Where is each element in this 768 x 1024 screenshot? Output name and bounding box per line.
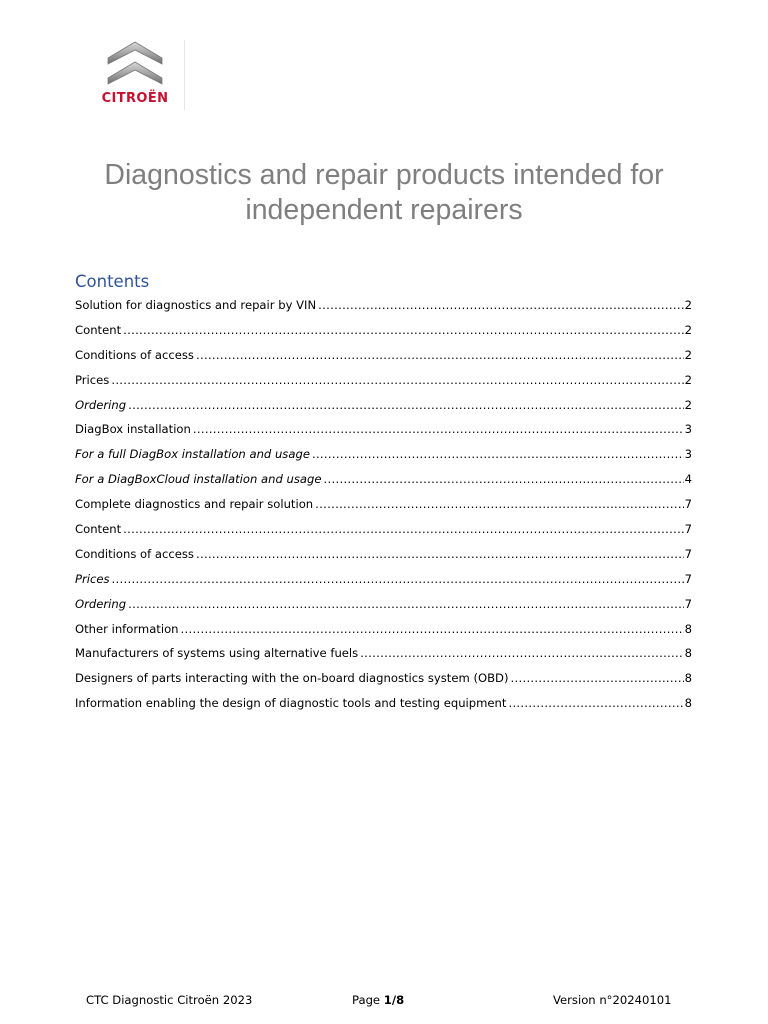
- toc-entry[interactable]: [75, 417, 692, 442]
- toc-entry-page: 2: [684, 372, 692, 387]
- toc-entry-page: 3: [684, 422, 692, 437]
- toc-entry-page: 8: [684, 621, 692, 636]
- toc-dot-leader: [315, 492, 683, 517]
- toc-entry-label: Conditions of access: [75, 546, 194, 561]
- toc-entry-page: 4: [684, 472, 692, 487]
- toc-entry-label: For a DiagBoxCloud installation and usage: [75, 472, 322, 487]
- logo-divider: [184, 40, 185, 110]
- toc-entry[interactable]: [75, 393, 692, 418]
- toc-dot-leader: [128, 592, 684, 617]
- toc-entry[interactable]: [75, 318, 692, 343]
- toc-dot-leader: [111, 368, 683, 393]
- toc-entry-page: 8: [684, 671, 692, 686]
- footer-document-name: CTC Diagnostic Citroën 2023: [86, 993, 253, 1007]
- toc-entry-page: 8: [684, 696, 692, 711]
- footer-page-current: 1/8: [383, 993, 405, 1007]
- toc-dot-leader: [360, 641, 683, 666]
- toc-entry-label: Conditions of access: [75, 347, 194, 362]
- brand-logo: [86, 40, 186, 112]
- toc-dot-leader: [123, 517, 684, 542]
- toc-entry-label: Content: [75, 522, 122, 537]
- toc-entry-page: 7: [684, 596, 692, 611]
- toc-entry-label: Solution for diagnostics and repair by VIN: [75, 298, 317, 312]
- toc-entry[interactable]: [75, 293, 692, 318]
- toc-entry[interactable]: [75, 343, 692, 368]
- toc-entry-page: 7: [684, 546, 692, 561]
- brand-name: CITROËN: [101, 91, 169, 106]
- document-title: [60, 158, 708, 228]
- toc-entry[interactable]: [75, 467, 692, 492]
- toc-dot-leader: [196, 343, 684, 368]
- toc-entry-page: 7: [684, 571, 692, 586]
- toc-dot-leader: [196, 542, 684, 567]
- toc-dot-leader: [112, 567, 684, 592]
- toc-entry[interactable]: [75, 368, 692, 393]
- toc-entry-label: Prices: [75, 571, 110, 586]
- toc-dot-leader: [128, 393, 684, 418]
- contents-heading: Contents: [75, 272, 150, 291]
- title-line-2: independent repairers: [245, 194, 523, 226]
- toc-entry[interactable]: [75, 492, 692, 517]
- toc-entry-page: 2: [684, 397, 692, 412]
- toc-entry-label: Ordering: [75, 397, 127, 412]
- toc-entry[interactable]: [75, 666, 692, 691]
- toc-entry-label: For a full DiagBox installation and usage: [75, 447, 310, 462]
- toc-entry-page: 7: [684, 522, 692, 537]
- toc-entry[interactable]: [75, 517, 692, 542]
- toc-entry-label: Content: [75, 322, 122, 337]
- footer-page-prefix: Page: [352, 993, 384, 1007]
- toc-dot-leader: [324, 467, 684, 492]
- toc-entry-label: DiagBox installation: [75, 422, 191, 437]
- toc-entry[interactable]: [75, 542, 692, 567]
- table-of-contents: [75, 293, 692, 716]
- toc-entry[interactable]: [75, 442, 692, 467]
- toc-entry-label: Prices: [75, 372, 110, 387]
- toc-dot-leader: [511, 666, 684, 691]
- toc-entry[interactable]: [75, 592, 692, 617]
- toc-entry[interactable]: [75, 617, 692, 642]
- toc-entry-page: 8: [684, 646, 692, 661]
- citroen-double-chevron-icon: [104, 40, 166, 88]
- toc-entry-label: Complete diagnostics and repair solution: [75, 497, 314, 512]
- toc-dot-leader: [318, 293, 683, 318]
- toc-dot-leader: [508, 691, 683, 716]
- toc-entry-page: 2: [684, 347, 692, 362]
- toc-entry-page: 2: [684, 322, 692, 337]
- footer-page-number: [352, 993, 404, 1007]
- toc-entry-page: 7: [684, 497, 692, 512]
- toc-entry-label: Manufacturers of systems using alternative fuels: [75, 646, 359, 661]
- toc-entry[interactable]: [75, 641, 692, 666]
- toc-entry-label: Other information: [75, 621, 179, 636]
- toc-dot-leader: [123, 318, 684, 343]
- toc-dot-leader: [181, 617, 684, 642]
- toc-entry-label: Designers of parts interacting with the on-board diagnostics system (OBD): [75, 671, 509, 686]
- toc-entry[interactable]: [75, 567, 692, 592]
- toc-entry-page: 2: [684, 298, 692, 312]
- toc-entry-page: 3: [684, 447, 692, 462]
- footer-version: Version n°20240101: [553, 993, 672, 1007]
- toc-entry[interactable]: [75, 691, 692, 716]
- toc-dot-leader: [193, 417, 684, 442]
- toc-entry-label: Ordering: [75, 596, 127, 611]
- toc-entry-label: Information enabling the design of diagnostic tools and testing equipment: [75, 696, 507, 711]
- toc-dot-leader: [312, 442, 684, 467]
- page-footer: [0, 991, 768, 1011]
- title-line-1: Diagnostics and repair products intended for: [104, 159, 664, 191]
